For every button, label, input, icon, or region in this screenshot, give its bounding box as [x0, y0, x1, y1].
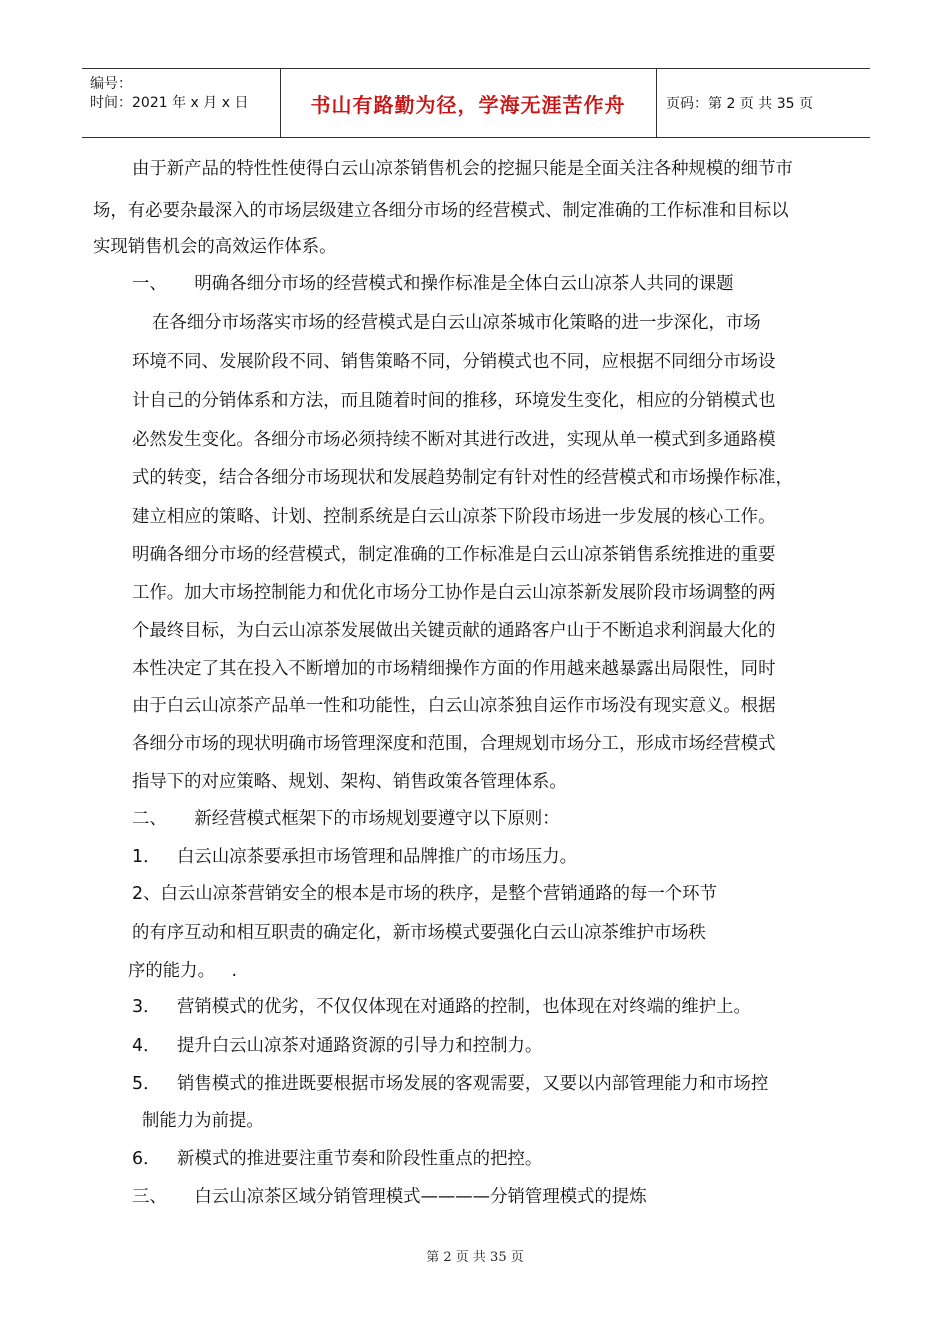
- text-line: 本性决定了其在投入不断增加的市场精细操作方面的作用越来越暴露出局限性，同时: [132, 659, 776, 679]
- page-footer: 第 2 页 共 35 页: [426, 1250, 524, 1265]
- list-item: 3． 营销模式的优劣，不仅仅体现在对通路的控制，也体现在对终端的维护上。: [132, 997, 751, 1017]
- text-line: 必然发生变化。各细分市场必须持续不断对其进行改进，实现从单一模式到多通路模: [132, 430, 776, 450]
- text-line: 由于白云山凉茶产品单一性和功能性，白云山凉茶独自运作市场没有现实意义。根据: [132, 696, 776, 716]
- code-label: 编号：: [90, 76, 132, 92]
- list-item: 2、白云山凉茶营销安全的根本是市场的秩序，是整个营销通路的每一个环节: [132, 884, 717, 904]
- section-heading: 一、 明确各细分市场的经营模式和操作标准是全体白云山凉茶人共同的课题: [132, 274, 734, 294]
- header-meta: [82, 69, 281, 137]
- text-line: 场，有必要杂最深入的市场层级建立各细分市场的经营模式、制定准确的工作标准和目标以: [93, 201, 789, 221]
- page-header: [82, 68, 870, 138]
- list-item: 5． 销售模式的推进既要根据市场发展的客观需要，又要以内部管理能力和市场控: [132, 1074, 769, 1094]
- text-line: 环境不同、发展阶段不同、销售策略不同，分销模式也不同，应根据不同细分市场设: [132, 352, 776, 372]
- list-item: 1． 白云山凉茶要承担市场管理和品牌推广的市场压力。: [132, 847, 578, 867]
- header-motto: 书山有路勤为径，学海无涯苦作舟: [280, 69, 657, 137]
- header-page-info: 页码：第 2 页 共 35 页: [666, 96, 813, 112]
- text-line: 个最终目标，为白云山凉茶发展做出关键贡献的通路客户山于不断追求利润最大化的: [132, 621, 776, 641]
- list-item: 4． 提升白云山凉茶对通路资源的引导力和控制力。: [132, 1036, 543, 1056]
- time-label: 时间：2021 年 x 月 x 日: [90, 95, 249, 111]
- list-item: 6． 新模式的推进要注重节奏和阶段性重点的把控。: [132, 1149, 543, 1169]
- section-heading: 二、 新经营模式框架下的市场规划要遵守以下原则：: [132, 809, 560, 829]
- text-line: 明确各细分市场的经营模式，制定准确的工作标准是白云山凉茶销售系统推进的重要: [132, 545, 776, 565]
- text-line: 工作。加大市场控制能力和优化市场分工协作是白云山凉茶新发展阶段市场调整的两: [132, 583, 776, 603]
- text-line: 建立相应的策略、计划、控制系统是白云山凉茶下阶段市场进一步发展的核心工作。: [132, 507, 776, 527]
- text-line: 各细分市场的现状明确市场管理深度和范围，合理规划市场分工，形成市场经营模式: [132, 734, 776, 754]
- text-line: 由于新产品的特性性使得白云山凉茶销售机会的挖掘只能是全面关注各种规模的细节市: [132, 159, 793, 179]
- text-line: 实现销售机会的高效运作体系。: [93, 237, 337, 257]
- text-line: 的有序互动和相互职责的确定化，新市场模式要强化白云山凉茶维护市场秩: [132, 923, 706, 943]
- text-line: 指导下的对应策略、规划、架构、销售政策各管理体系。: [132, 772, 567, 792]
- section-heading: 三、 白云山凉茶区域分销管理模式————分销管理模式的提炼: [132, 1187, 647, 1207]
- text-line: 计自己的分销体系和方法，而且随着时间的推移，环境发生变化，相应的分销模式也: [132, 391, 776, 411]
- text-line: 在各细分市场落实市场的经营模式是白云山凉茶城市化策略的进一步深化，市场: [152, 313, 761, 333]
- text-line: 式的转变，结合各细分市场现状和发展趋势制定有针对性的经营模式和市场操作标准，: [132, 468, 793, 488]
- text-line: 制能力为前提。: [142, 1111, 264, 1131]
- text-line: 序的能力。 .: [128, 961, 238, 981]
